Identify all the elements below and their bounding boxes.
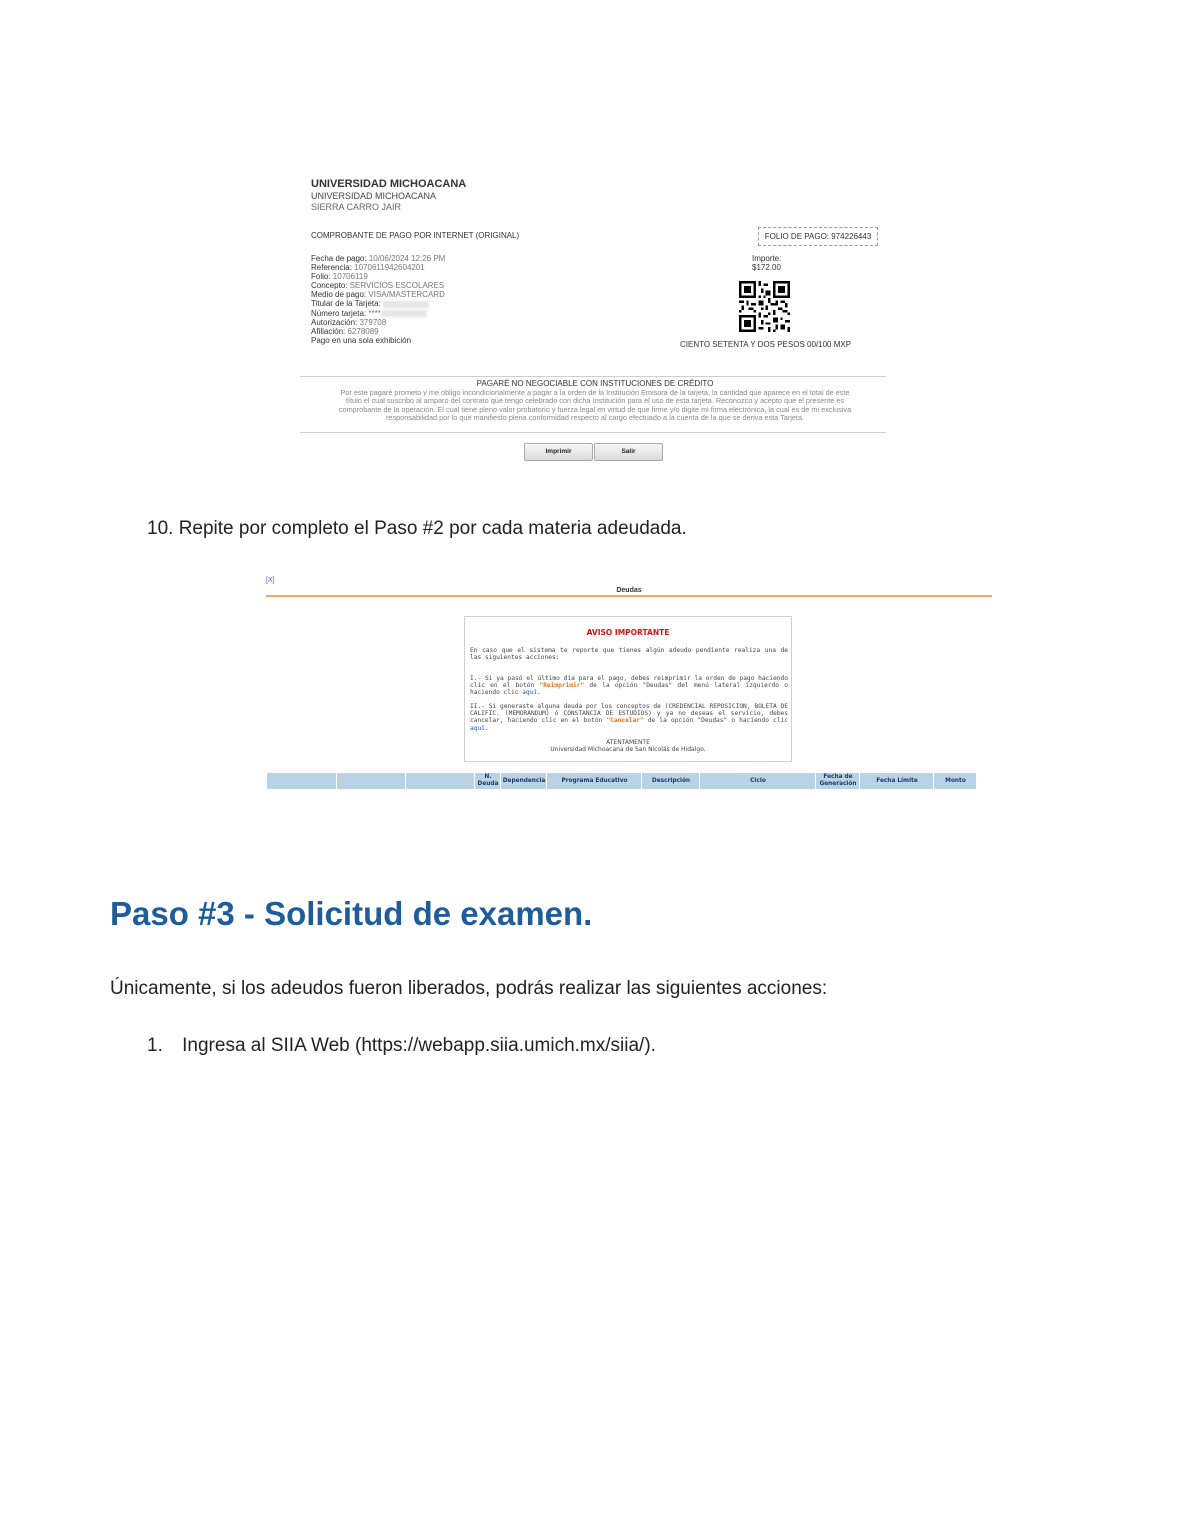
section-title: Paso #3 - Solicitud de examen. [110, 895, 593, 932]
field-numero-tarjeta: Número tarjeta: **** [311, 309, 445, 318]
column-header-dependencia: Dependencia [500, 773, 547, 789]
column-header-programa: Programa Educativo [546, 773, 642, 789]
cancelar-keyword: "Cancelar" [606, 717, 644, 725]
deudas-panel [266, 575, 992, 793]
payment-receipt [300, 170, 890, 465]
field-afiliacion: Afiliación: 6278089 [311, 326, 379, 336]
receipt-fields [311, 254, 445, 345]
importe-value: $172.00 [752, 263, 781, 272]
receipt-heading: COMPROBANTE DE PAGO POR INTERNET (ORIGINAL) [311, 231, 520, 240]
redacted-block [381, 310, 427, 317]
aviso-box [464, 616, 792, 762]
aviso-paragraph-2: I.- Si ya pasó el último día para el pago, debes reimprimir la orden de pago haciendo clic en el botón "Reimprimir" de la opción "Deudas" del menú lateral izquierdo o haciendo clic aquí. [470, 675, 788, 697]
aviso-sign-2: Universidad Michoacana de San Nicolás de Hidalgo. [550, 746, 706, 753]
field-autorizacion: Autorización: 379708 [311, 317, 387, 327]
title-underline [266, 595, 992, 597]
pagare-line: Por este pagaré prometo y me obligo incondicionalmente a pagar a la orden de la Institución Emisora de la tarjeta, la cantidad que aparece en el total de este [340, 387, 850, 397]
aqui-link[interactable]: aquí [470, 724, 485, 732]
importe [752, 254, 781, 272]
pagare-title: PAGARÉ NO NEGOCIABLE CON INSTITUCIONES DE CRÉDITO [476, 379, 714, 388]
field-concepto: Concepto: SERVICIOS ESCOLARES [311, 281, 445, 291]
importe-label: Importe: [752, 254, 782, 263]
print-button[interactable]: Imprimir [524, 443, 593, 461]
step-number: 10. [147, 518, 174, 539]
redacted-block [383, 301, 429, 308]
aviso-paragraph-1: En caso que el sistema te reporte que tienes algún adeudo pendiente realiza una de las siguientes acciones: [470, 647, 788, 662]
column-header-descripcion: Descripción [641, 773, 700, 789]
institution-name-bold: UNIVERSIDAD MICHOACANA [311, 178, 467, 190]
aviso-title: AVISO IMPORTANTE [586, 628, 670, 637]
aqui-link[interactable]: aquí [522, 689, 538, 697]
step-number: 1. [147, 1035, 163, 1056]
column-header-monto: Monto [933, 773, 977, 789]
qr-code-icon [739, 281, 790, 332]
deudas-title: Deudas [616, 587, 642, 594]
close-icon[interactable]: [X] [266, 577, 275, 584]
pagare-block [304, 380, 886, 423]
divider [300, 432, 886, 433]
step-text: Ingresa al SIIA Web (https://webapp.siia.umich.mx/siia/). [182, 1035, 656, 1056]
column-header-fecha-limite: Fecha Límite [859, 773, 934, 789]
column-header [336, 773, 406, 789]
aviso-sign-1: ATENTAMENTE [606, 739, 650, 746]
folio-pago-box: FOLIO DE PAGO: 974226443 [758, 227, 878, 246]
amount-in-words: CIENTO SETENTA Y DOS PESOS 00/100 MXP [680, 340, 852, 349]
pagare-line: responsabilidad por lo que manifiesto plena conformidad respecto al cargo efectuado a la cuenta de la que se deriva esta Tarjeta. [385, 413, 805, 423]
column-header-fecha-generacion: Fecha de Generación [815, 773, 860, 789]
pagare-line: título el cual suscribo al amparo del contrato que tengo celebrado con dicha Institución para el uso de esta tarjeta. Reconozco y acepto que el presente es [345, 396, 845, 406]
deudas-table-header [266, 773, 976, 789]
column-header-n-deuda: N. Deuda [474, 773, 501, 789]
column-header [405, 773, 475, 789]
reimprimir-keyword: "Reimprimir" [539, 682, 585, 690]
column-header [266, 773, 337, 789]
field-titular: Titular de la Tarjeta: [311, 299, 445, 308]
aviso-paragraph-3: II.- Si generaste alguna deuda por los conceptos de (CREDENCIAL REPOSICION, BOLETA DE CALIFIC. (MEMORANDUM) ó CONSTANCIA DE ESTUDIOS) y ya no deseas el servicio, debes cancelar, haciendo clic en el botón "Cancelar" de la opción "Deudas" o haciendo clic aquí. [470, 703, 789, 732]
field-folio: Folio: 10706119 [311, 272, 368, 282]
institution-name: UNIVERSIDAD MICHOACANA [311, 191, 437, 201]
divider [300, 376, 886, 377]
column-header-ciclo: Ciclo [699, 773, 816, 789]
field-fecha: Fecha de pago: 10/06/2024 12:26 PM [311, 254, 446, 263]
pagare-line: comprobante de la operación. El cual tiene pleno valor probatorio y fuerza legal en virtud de que firme y/o digite mi firma electrónica, la cual es de mi exclusiva [338, 404, 852, 414]
payer-name: SIERRA CARRO JAIR [311, 202, 402, 212]
step-text: Repite por completo el Paso #2 por cada materia adeudada. [178, 518, 687, 539]
field-referencia: Referencia: 1070611942604201 [311, 263, 425, 273]
field-medio-pago: Medio de pago: VISA/MASTERCARD [311, 290, 445, 300]
single-payment-note: Pago en una sola exhibición [311, 335, 412, 345]
step-1 [147, 1035, 656, 1057]
exit-button[interactable]: Salir [594, 443, 663, 461]
step-10 [147, 518, 687, 540]
section-intro: Únicamente, si los adeudos fueron liberados, podrás realizar las siguientes acciones: [110, 978, 828, 999]
